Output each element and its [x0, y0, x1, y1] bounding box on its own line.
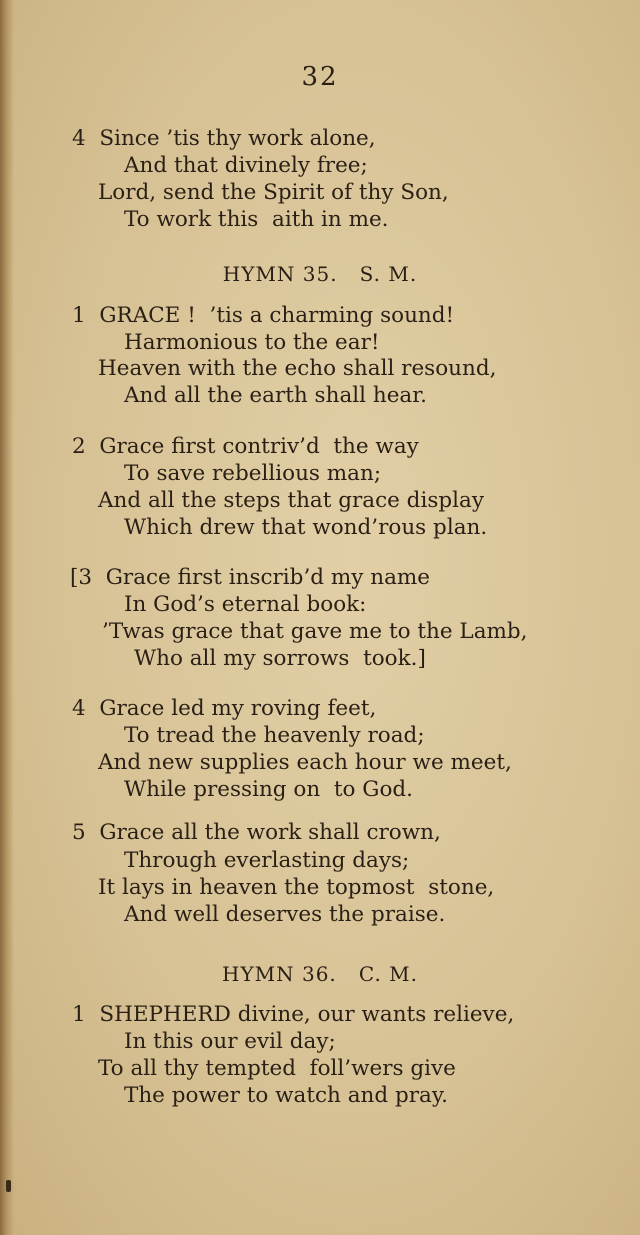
verse-line: Through everlasting days;	[124, 848, 410, 873]
verse-line: To all thy tempted foll’wers give	[98, 1056, 456, 1081]
verse-line: 1 GRACE ! ’tis a charming sound!	[72, 303, 455, 328]
verse-line: ’Twas grace that gave me to the Lamb,	[102, 619, 528, 644]
verse-line: Harmonious to the ear!	[124, 330, 380, 355]
verse-line: And new supplies each hour we meet,	[98, 750, 512, 775]
verse-line: While pressing on to God.	[124, 777, 414, 802]
page-spine-shadow	[0, 0, 14, 1235]
page-number: 32	[301, 62, 339, 92]
verse-line: And all the steps that grace display	[98, 488, 484, 513]
hymn-heading: HYMN 36. C. M.	[222, 962, 418, 986]
verse-line: It lays in heaven the topmost stone,	[98, 875, 495, 900]
verse-line: The power to watch and pray.	[124, 1083, 448, 1108]
verse-line: To tread the heavenly road;	[124, 723, 425, 748]
verse-line: In this our evil day;	[124, 1029, 336, 1054]
verse-line: And that divinely free;	[124, 153, 368, 178]
verse-line: Which drew that wond’rous plan.	[124, 515, 488, 540]
verse-line: To save rebellious man;	[124, 461, 382, 486]
verse-line: 1 SHEPHERD divine, our wants relieve,	[72, 1002, 515, 1027]
verse-line: Who all my sorrows took.]	[134, 646, 426, 671]
ink-blot	[6, 1180, 11, 1192]
verse-line: And all the earth shall hear.	[124, 383, 427, 408]
verse-line: To work this aith in me.	[124, 207, 389, 232]
hymn-heading: HYMN 35. S. M.	[222, 262, 418, 286]
verse-line: 2 Grace first contriv’d the way	[72, 434, 419, 459]
verse-line: Lord, send the Spirit of thy Son,	[98, 180, 449, 205]
verse-line: 4 Grace led my roving feet,	[72, 696, 377, 721]
verse-line: [3 Grace first inscrib’d my name	[70, 565, 431, 590]
verse-line: And well deserves the praise.	[124, 902, 446, 927]
verse-line: In God’s eternal book:	[124, 592, 367, 617]
verse-line: Heaven with the echo shall resound,	[98, 356, 497, 381]
verse-line: 4 Since ’tis thy work alone,	[72, 126, 376, 151]
verse-line: 5 Grace all the work shall crown,	[72, 820, 441, 845]
